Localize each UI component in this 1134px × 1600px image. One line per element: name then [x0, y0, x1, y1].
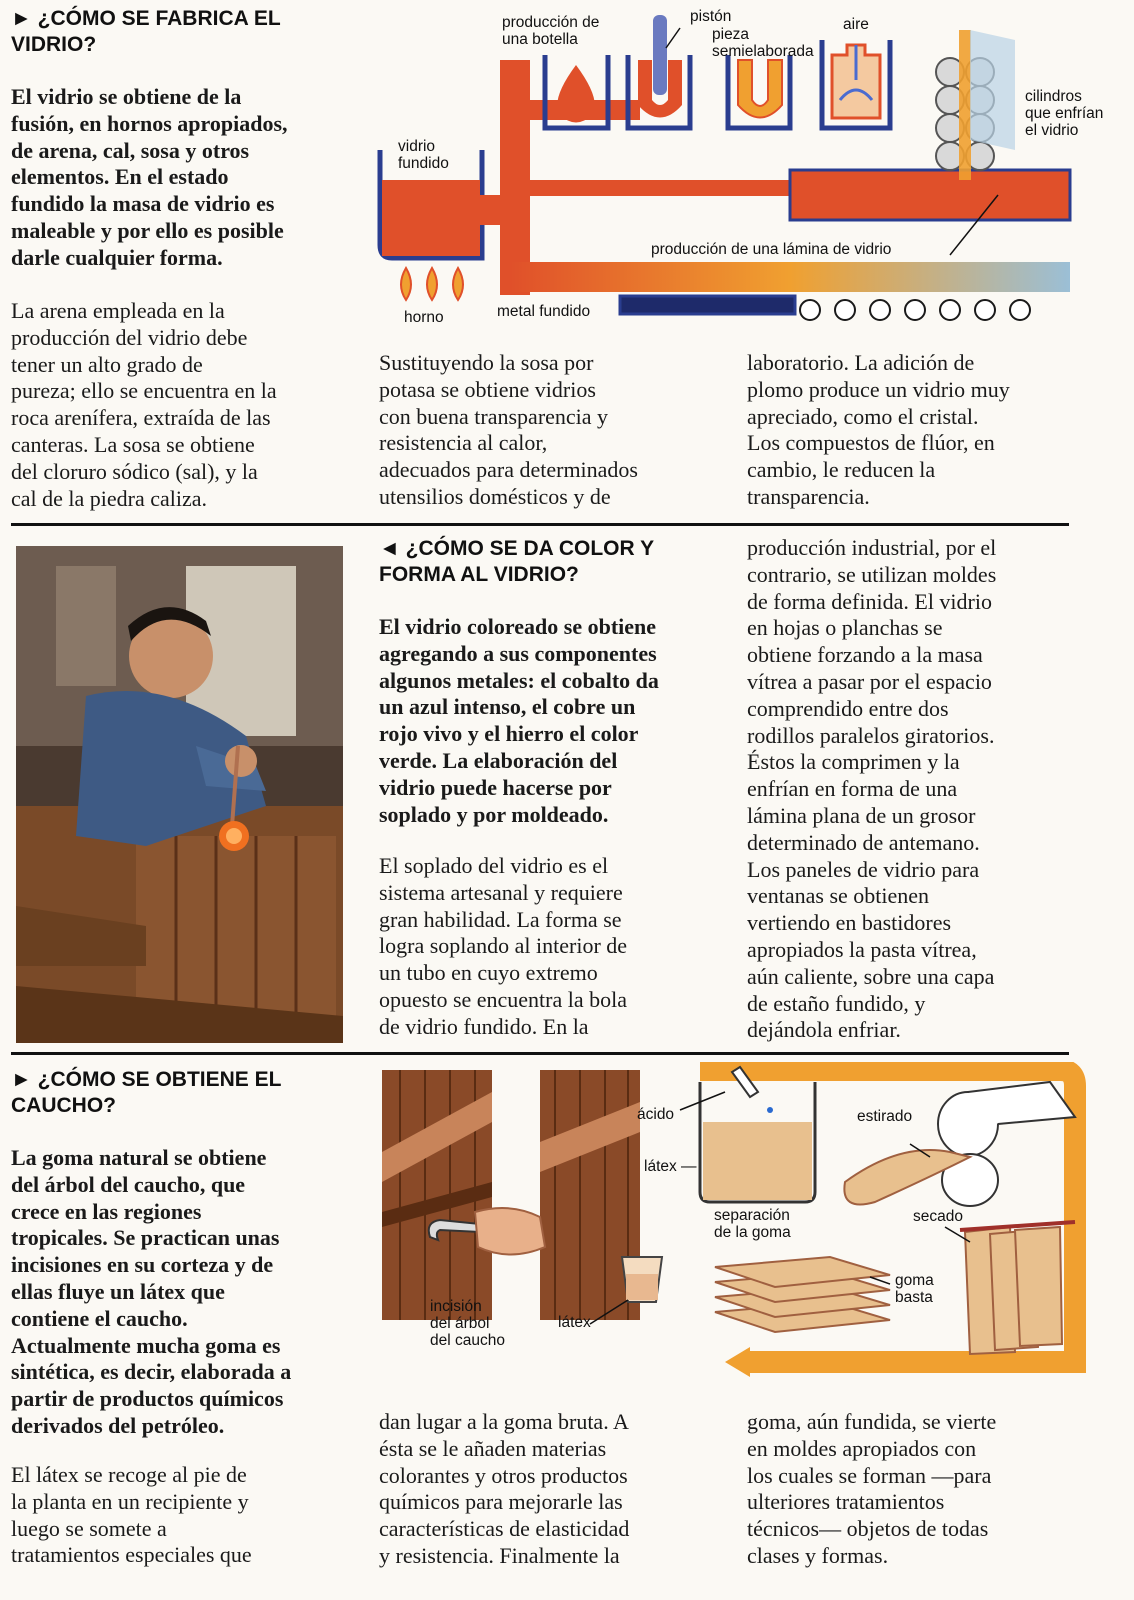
- text-line: tener un alto grado de: [11, 351, 203, 377]
- text-line: rojo vivo y el hierro el color: [379, 721, 639, 747]
- text-line: CAUCHO?: [11, 1094, 116, 1117]
- text-line: El látex se recoge al pie de: [11, 1462, 247, 1487]
- text-line: contiene el caucho.: [11, 1305, 188, 1331]
- text-line: pureza; ello se encuentra en la: [11, 378, 277, 404]
- text-line: sistema artesanal y requiere: [379, 879, 623, 905]
- stretching-rollers: [938, 1082, 1075, 1206]
- lower-rollers: [800, 300, 1030, 320]
- label-molten-glass: [398, 138, 449, 172]
- rubber-column-3: [747, 1409, 996, 1570]
- text-line: vidrio: [398, 138, 436, 155]
- color-column-3: [747, 535, 996, 1044]
- text-line: basta: [895, 1289, 933, 1306]
- color-heading: [379, 536, 719, 588]
- text-line: los cuales se forman —para: [747, 1462, 992, 1488]
- text-line: comprendido entre dos: [747, 695, 949, 721]
- rubber-heading: [11, 1067, 351, 1119]
- glass-heading-lines: [11, 6, 351, 58]
- text-line: aún caliente, sobre una capa: [747, 963, 995, 989]
- text-line: rodillos paralelos giratorios.: [747, 722, 995, 748]
- label-furnace: horno: [404, 309, 444, 326]
- text-line: un tubo en cuyo extremo: [379, 960, 598, 986]
- text-line: cambio, le reducen la: [747, 457, 936, 483]
- text-line: ellas fluye un látex que: [11, 1278, 225, 1304]
- text-line: opuesto se encuentra la bola: [379, 986, 628, 1012]
- text-line: roca arenífera, extraída de las: [11, 405, 271, 431]
- lower-float-channel: [510, 262, 1070, 292]
- label-bottle-production: [502, 14, 599, 48]
- glass-lead-paragraph: [11, 84, 288, 272]
- glass-heading: [11, 6, 351, 58]
- text-line: separación: [714, 1207, 790, 1224]
- text-line: ventanas se obtienen: [747, 883, 930, 909]
- text-line: FORMA AL VIDRIO?: [379, 563, 579, 586]
- text-line: adecuados para determinados: [379, 457, 638, 483]
- glass-column-1: [11, 298, 277, 512]
- label-acid: ácido: [637, 1106, 675, 1123]
- text-line: ◄ ¿CÓMO SE DA COLOR Y: [379, 537, 655, 560]
- text-line: dan lugar a la goma bruta. A: [379, 1409, 629, 1434]
- rubber-column-1: [11, 1462, 252, 1569]
- label-latex-cup: látex: [558, 1314, 591, 1331]
- text-line: del caucho: [430, 1332, 505, 1349]
- text-line: tropicales. Se practican unas: [11, 1225, 280, 1251]
- label-latex-tank: látex —: [644, 1158, 697, 1175]
- text-line: características de elasticidad: [379, 1516, 630, 1542]
- text-line: canteras. La sosa se obtiene: [11, 431, 255, 457]
- glassblower-photo: [16, 546, 343, 1043]
- text-line: del árbol del caucho, que: [11, 1171, 246, 1197]
- text-line: El soplado del vidrio es el: [379, 853, 609, 878]
- text-line: lámina plana de un grosor: [747, 802, 976, 828]
- glass-column-3: [747, 350, 1010, 511]
- text-line: fundido la masa de vidrio es: [11, 191, 275, 217]
- piston-rod: [653, 15, 667, 95]
- label-tree-incision: [430, 1298, 505, 1349]
- text-line: producción industrial, por el: [747, 535, 997, 560]
- text-line: sintética, es decir, elaborada a: [11, 1359, 292, 1385]
- raw-rubber-stack: [715, 1257, 890, 1332]
- text-line: un azul intenso, el cobre un: [379, 694, 636, 720]
- text-line: La goma natural se obtiene: [11, 1145, 267, 1170]
- text-line: en hojas o planchas se: [747, 615, 943, 641]
- label-molten-metal: metal fundido: [497, 303, 591, 320]
- drying-sheets: [965, 1227, 1062, 1354]
- text-line: enfrían en forma de una: [747, 776, 958, 802]
- text-line: Sustituyendo la sosa por: [379, 350, 594, 375]
- text-line: una botella: [502, 31, 578, 48]
- text-line: apreciado, como el cristal.: [747, 403, 979, 429]
- text-line: gran habilidad. La forma se: [379, 906, 622, 932]
- text-line: maleable y por ello es posible: [11, 217, 284, 243]
- text-line: partir de productos químicos: [11, 1386, 284, 1412]
- text-line: Los paneles de vidrio para: [747, 856, 980, 882]
- text-line: derivados del petróleo.: [11, 1412, 225, 1438]
- label-raw-rubber: [895, 1272, 934, 1306]
- text-line: vítrea a pasar por el espacio: [747, 668, 992, 694]
- furnace-flames: [401, 268, 463, 300]
- text-line: ► ¿CÓMO SE FABRICA EL: [11, 7, 281, 30]
- text-line: cilindros: [1025, 88, 1082, 105]
- text-line: Actualmente mucha goma es: [11, 1332, 281, 1358]
- tapper-hand: [475, 1208, 545, 1255]
- molten-metal-bath: [620, 296, 795, 314]
- label-stretched: estirado: [857, 1108, 913, 1125]
- text-line: de estaño fundido, y: [747, 990, 926, 1016]
- text-line: verde. La elaboración del: [379, 747, 618, 773]
- text-line: pieza: [712, 26, 750, 43]
- text-line: resistencia al calor,: [379, 430, 548, 456]
- text-line: transparencia.: [747, 483, 870, 509]
- text-line: clases y formas.: [747, 1542, 889, 1568]
- text-line: colorantes y otros productos: [379, 1462, 628, 1488]
- text-line: ► ¿CÓMO SE OBTIENE EL: [11, 1068, 282, 1091]
- text-line: Éstos la comprimen y la: [747, 749, 960, 775]
- text-line: del árbol: [430, 1315, 490, 1332]
- text-line: crece en las regiones: [11, 1198, 202, 1224]
- text-line: logra soplando al interior de: [379, 933, 628, 959]
- text-line: apropiados la pasta vítrea,: [747, 936, 977, 962]
- label-glass-sheet-production: producción de una lámina de vidrio: [651, 241, 892, 258]
- text-line: vertiendo en bastidores: [747, 910, 952, 936]
- text-line: soplado y por moldeado.: [379, 801, 609, 827]
- label-piston: pistón: [690, 8, 732, 25]
- upper-sheet-channel: [790, 170, 1070, 220]
- molten-glass-pool: [382, 180, 480, 256]
- text-line: ulteriores tratamientos: [747, 1489, 945, 1515]
- text-line: con buena transparencia y: [379, 403, 609, 429]
- text-line: fundido: [398, 155, 449, 172]
- text-line: de arena, cal, sosa y otros: [11, 137, 250, 163]
- text-line: obtiene forzando a la masa: [747, 642, 983, 668]
- text-line: técnicos— objetos de todas: [747, 1516, 989, 1542]
- text-line: goma: [895, 1272, 934, 1289]
- section-divider-1: [11, 523, 1069, 526]
- text-line: laboratorio. La adición de: [747, 350, 975, 375]
- text-line: dejándola enfriar.: [747, 1017, 901, 1043]
- text-line: cal de la piedra caliza.: [11, 485, 208, 511]
- label-drying: secado: [913, 1208, 963, 1225]
- text-line: contrario, se utilizan moldes: [747, 561, 997, 587]
- label-rubber-separation: [714, 1207, 791, 1241]
- text-line: producción del vidrio debe: [11, 324, 248, 350]
- text-line: producción de: [502, 14, 600, 31]
- text-line: goma, aún fundida, se vierte: [747, 1409, 997, 1434]
- rubber-column-2: [379, 1409, 629, 1570]
- text-line: químicos para mejorarle las: [379, 1489, 623, 1515]
- text-line: ésta se le añaden materias: [379, 1435, 607, 1461]
- rubber-lead-paragraph: [11, 1145, 291, 1440]
- text-line: y resistencia. Finalmente la: [379, 1542, 620, 1568]
- label-cooling-cylinders: [1025, 88, 1103, 139]
- text-line: utensilios domésticos y de: [379, 483, 611, 509]
- text-line: El vidrio se obtiene de la: [11, 84, 242, 109]
- text-line: de forma definida. El vidrio: [747, 588, 992, 614]
- glass-column-2: [379, 350, 638, 511]
- text-line: del cloruro sódico (sal), y la: [11, 458, 258, 484]
- text-line: Los compuestos de flúor, en: [747, 430, 995, 456]
- text-line: incisiones en su corteza y de: [11, 1252, 274, 1278]
- text-line: VIDRIO?: [11, 33, 97, 56]
- text-line: tratamientos especiales que: [11, 1542, 252, 1568]
- text-line: El vidrio coloreado se obtiene: [379, 614, 657, 639]
- text-line: agregando a sus componentes: [379, 640, 657, 666]
- text-line: incisión: [430, 1298, 482, 1315]
- text-line: fusión, en hornos apropiados,: [11, 110, 288, 136]
- text-line: de vidrio fundido. En la: [379, 1013, 589, 1039]
- text-line: elementos. En el estado: [11, 164, 229, 190]
- text-line: semielaborada: [712, 43, 814, 60]
- text-line: algunos metales: el cobalto da: [379, 667, 659, 693]
- section-divider-2: [11, 1052, 1069, 1055]
- text-line: La arena empleada en la: [11, 298, 225, 323]
- text-line: que enfrían: [1025, 105, 1104, 122]
- text-line: luego se somete a: [11, 1515, 167, 1541]
- color-lead-paragraph: [379, 614, 659, 828]
- vertical-glass-sheet: [959, 30, 971, 180]
- label-air: aire: [843, 16, 869, 33]
- text-line: potasa se obtiene vidrios: [379, 376, 596, 402]
- text-line: darle cualquier forma.: [11, 244, 223, 270]
- text-line: vidrio puede hacerse por: [379, 774, 612, 800]
- text-line: la planta en un recipiente y: [11, 1488, 249, 1514]
- color-column-2: [379, 853, 627, 1041]
- label-semi-finished-piece: [712, 26, 814, 60]
- text-line: el vidrio: [1025, 122, 1079, 139]
- text-line: en moldes apropiados con: [747, 1435, 977, 1461]
- text-line: plomo produce un vidrio muy: [747, 376, 1010, 402]
- text-line: determinado de antemano.: [747, 829, 980, 855]
- text-line: de la goma: [714, 1224, 791, 1241]
- rubber-trees: [382, 1070, 640, 1320]
